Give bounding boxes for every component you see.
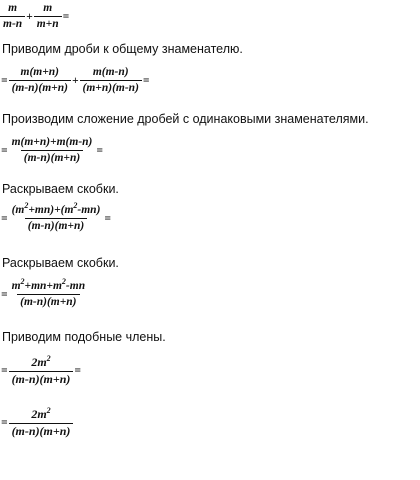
equals-sign: = — [1, 74, 8, 87]
numerator-part: 2m — [31, 407, 47, 421]
exponent: 2 — [61, 277, 66, 286]
plus-sign: + — [71, 74, 79, 87]
equals-sign: = — [96, 144, 103, 157]
fraction-1 — [0, 2, 25, 31]
expression-expanded-1 — [0, 201, 112, 233]
fraction-denominator: (m-n)(m+n) — [9, 371, 74, 387]
fraction — [9, 136, 96, 165]
exponent: 2 — [20, 277, 25, 286]
equals-sign: = — [1, 212, 8, 225]
numerator-part: +mn)+(m — [28, 204, 74, 216]
step-text-add-fractions: Производим сложение дробей с одинаковыми знаменателями. — [2, 112, 369, 126]
exponent: 2 — [24, 201, 29, 210]
fraction-numerator — [28, 356, 53, 371]
equals-sign: = — [142, 74, 150, 87]
plus-sign: + — [26, 10, 33, 23]
step-text-like-terms: Приводим подобные члены. — [2, 330, 166, 344]
numerator-part: +mn+m — [24, 280, 62, 292]
fraction-denominator: (m-n)(m+n) — [25, 218, 87, 233]
expression-common-denominator — [0, 66, 150, 95]
equals-sign: = — [1, 365, 8, 378]
fraction-denominator: (m-n)(m+n) — [21, 150, 83, 165]
numerator-part: -mn) — [77, 204, 101, 216]
expression-sum — [0, 136, 104, 165]
expression-expanded-2 — [0, 277, 88, 309]
fraction-numerator — [9, 201, 104, 218]
fraction-2 — [34, 2, 62, 31]
equals-sign: = — [62, 10, 70, 23]
numerator-part: 2m — [31, 355, 47, 369]
fraction-denominator: m+n — [34, 16, 62, 31]
fraction-numerator: m(m+n)+m(m-n) — [11, 136, 93, 148]
equals-sign: = — [104, 212, 111, 225]
fraction-numerator: m — [43, 2, 53, 14]
expression-final — [0, 408, 73, 439]
equals-sign: = — [1, 288, 8, 301]
numerator-part: -mn — [65, 280, 86, 292]
fraction — [9, 356, 74, 387]
fraction-denominator: (m-n)(m+n) — [9, 80, 71, 95]
fraction-numerator: m — [8, 2, 18, 14]
fraction-numerator — [9, 277, 89, 294]
fraction — [9, 277, 89, 309]
fraction — [9, 408, 74, 439]
numerator-part: (m — [11, 204, 25, 216]
exponent: 2 — [46, 406, 51, 415]
step-text-common-denominator: Приводим дроби к общему знаменателю. — [2, 42, 243, 56]
equals-sign: = — [1, 417, 8, 430]
fraction-1 — [9, 66, 71, 95]
step-text-expand-brackets-2: Раскрываем скобки. — [2, 256, 119, 270]
exponent: 2 — [46, 354, 51, 363]
fraction-numerator: m(m+n) — [20, 66, 59, 78]
numerator-part: m — [11, 280, 21, 292]
fraction-numerator: m(m-n) — [92, 66, 129, 78]
fraction-numerator — [28, 408, 53, 423]
fraction-denominator: m-n — [0, 16, 25, 31]
expression-initial — [0, 2, 70, 31]
fraction-denominator: (m+n)(m-n) — [80, 80, 142, 95]
equals-sign: = — [1, 144, 8, 157]
step-text-expand-brackets-1: Раскрываем скобки. — [2, 182, 119, 196]
expression-simplified — [0, 356, 82, 387]
fraction-2 — [80, 66, 142, 95]
equals-sign: = — [74, 365, 81, 378]
fraction-denominator: (m-n)(m+n) — [17, 294, 79, 309]
exponent: 2 — [73, 201, 78, 210]
fraction — [9, 201, 104, 233]
fraction-denominator: (m-n)(m+n) — [9, 423, 74, 439]
